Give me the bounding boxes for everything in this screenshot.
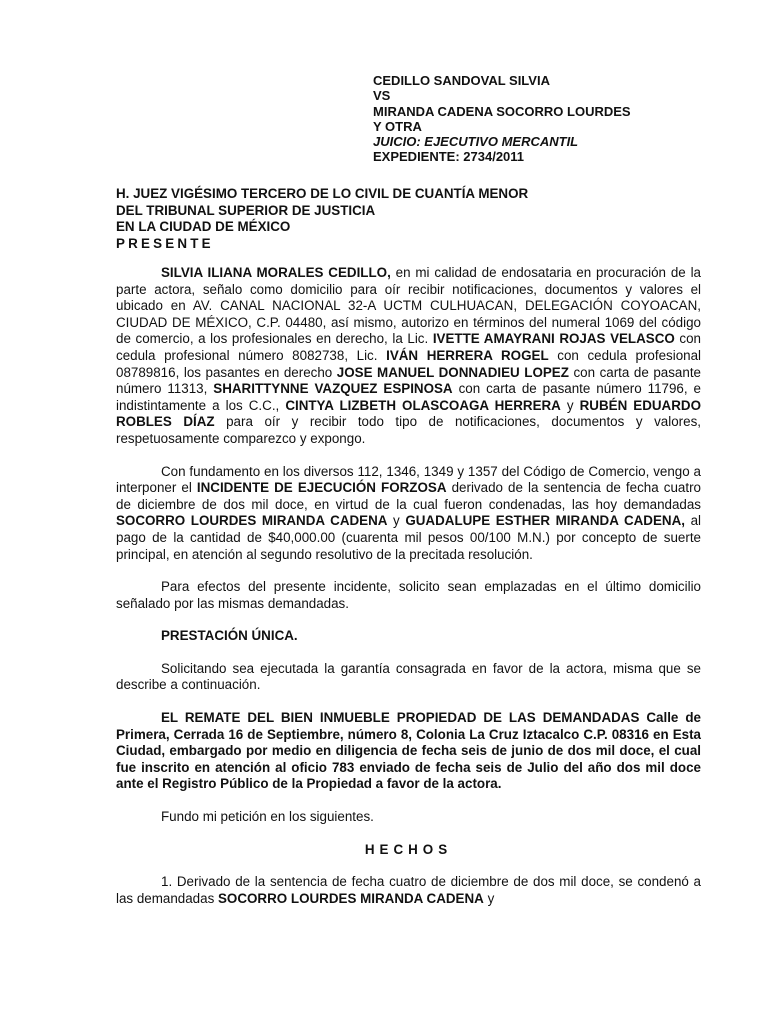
authorized-person: CINTYA LIZBETH OLASCOAGA HERRERA [285, 397, 561, 413]
addressee-court: DEL TRIBUNAL SUPERIOR DE JUSTICIA [116, 202, 376, 218]
caption-trial-type: JUICIO: EJECUTIVO MERCANTIL [373, 134, 579, 150]
incident-title: INCIDENTE DE EJECUCIÓN FORZOSA [196, 480, 447, 496]
heading-prestacion: PRESTACIÓN ÚNICA. [161, 628, 298, 644]
addressee-block [116, 186, 528, 252]
defendant-name: SOCORRO LOURDES MIRANDA CADENA [116, 513, 388, 529]
heading-hechos: HECHOS [364, 841, 453, 857]
paragraph-summons: Para efectos del presente incidente, solicito sean emplazadas en el último domicilio señalado por las mismas demandadas. [116, 579, 701, 611]
caption-versus: VS [373, 88, 391, 104]
addressee-city: EN LA CIUDAD DE MÉXICO [116, 219, 291, 234]
defendant-name: SOCORRO LOURDES MIRANDA CADENA [218, 890, 484, 906]
caption-defendant-other: Y OTRA [373, 118, 422, 134]
authorized-person: RUBÉN EDUARDO ROBLES DÍAZ [116, 397, 701, 430]
authorized-person: SHARITTYNNE VAZQUEZ ESPINOSA [213, 381, 453, 397]
addressee-presente: PRESENTE [116, 235, 214, 251]
paragraph-guarantee: Solicitando sea ejecutada la garantía consagrada en favor de la actora, misma que se describe a continuación. [116, 660, 701, 693]
paragraph-fact-1: 1. Derivado de la sentencia de fecha cuatro de diciembre de dos mil doce, se condenó a las demandadas SOCORRO LOURDES MIRANDA CADENA y [116, 874, 701, 906]
paragraph-grounds: Fundo mi petición en los siguientes. [161, 809, 374, 825]
authorized-person: IVÁN HERRERA ROGEL [386, 347, 549, 363]
case-caption [373, 73, 631, 165]
addressee-judge: H. JUEZ VIGÉSIMO TERCERO DE LO CIVIL DE CUANTÍA MENOR [116, 186, 529, 201]
document-body [116, 265, 701, 907]
caption-file-number: EXPEDIENTE: 2734/2011 [373, 149, 525, 165]
authorized-person: JOSE MANUEL DONNADIEU LOPEZ [336, 364, 569, 380]
caption-plaintiff: CEDILLO SANDOVAL SILVIA [373, 73, 550, 88]
attorney-name: SILVIA ILIANA MORALES CEDILLO, [161, 265, 391, 280]
caption-defendant: MIRANDA CADENA SOCORRO LOURDES [373, 103, 631, 119]
paragraph-auction: EL REMATE DEL BIEN INMUEBLE PROPIEDAD DE LAS DEMANDADAS Calle de Primera, Cerrada 16 de Septiembre, número 8, Colonia La Cruz Iztacalco C.P. 08316 en Esta Ciudad, embargado por medio en diligencia de fecha seis de junio de dos mil doce, el cual fue inscrito en atención al oficio 783 enviado de fecha seis de Julio del año dos mil doce ante el Registro Público de la Propiedad a favor de la actora. [116, 710, 701, 792]
paragraph-appearance: SILVIA ILIANA MORALES CEDILLO, en mi calidad de endosataria en procuración de la parte actora, señalo como domicilio para oír recibir notificaciones, documentos y valores el ubicado en AV. CANAL NACIONAL 32-A UCTM CULHUACAN, DELEGACIÓN COYOACAN, CIUDAD DE MÉXICO, C.P. 04480, así mismo, autorizo en términos del numeral 1069 del código de comercio, a los profesionales en derecho, la Lic. IVETTE AMAYRANI ROJAS VELASCO con cedula profesional número 8082738, Lic. IVÁN HERRERA ROGEL con cedula profesional 08789816, los pasantes en derecho JOSE MANUEL DONNADIEU LOPEZ con carta de pasante número 11313, SHARITTYNNE VAZQUEZ ESPINOSA con carta de pasante número 11796, e indistintamente a los C.C., CINTYA LIZBETH OLASCOAGA HERRERA y RUBÉN EDUARDO ROBLES DÍAZ para oír y recibir todo tipo de notificaciones, documentos y valores, respetuosamente comparezco y expongo. [116, 265, 702, 446]
defendant-name: GUADALUPE ESTHER MIRANDA CADENA, [405, 513, 685, 529]
paragraph-incident: Con fundamento en los diversos 112, 1346, 1349 y 1357 del Código de Comercio, vengo a interponer el INCIDENTE DE EJECUCIÓN FORZOSA derivado de la sentencia de fecha cuatro de diciembre de dos mil doce, en virtud de la cual fueron condenadas, las hoy demandadas SOCORRO LOURDES MIRANDA CADENA y GUADALUPE ESTHER MIRANDA CADENA, al pago de la cantidad de $40,000.00 (cuarenta mil pesos 00/100 M.N.) por concepto de suerte principal, en atención al segundo resolutivo de la precitada resolución. [116, 463, 701, 562]
authorized-person: IVETTE AMAYRANI ROJAS VELASCO [432, 331, 675, 347]
